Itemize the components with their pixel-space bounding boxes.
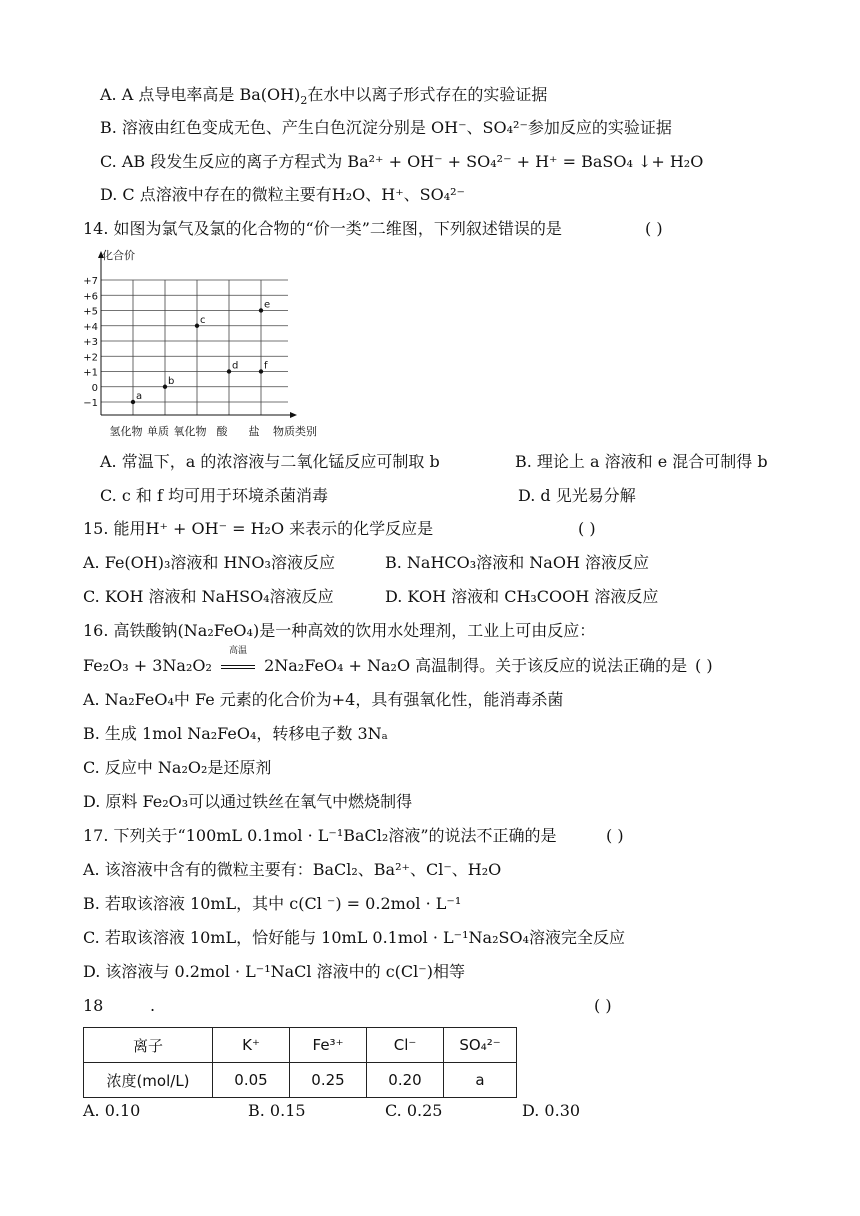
- ion-concentration-table: [83, 1027, 517, 1098]
- chart-y-ticks: [83, 276, 98, 409]
- q17-stem: 17. 下列关于“100mL 0.1mol · L⁻¹BaCl₂溶液”的说法不正确的是: [83, 826, 557, 845]
- chart-grid: [101, 280, 288, 415]
- y-tick-label: +5: [83, 306, 98, 318]
- q16-equation: [83, 646, 688, 677]
- table-cell: 0.20: [367, 1063, 444, 1098]
- chart-x-label: 物质类别: [273, 425, 317, 438]
- q14-paren: ( ): [645, 219, 663, 238]
- q18-dot: .: [150, 996, 156, 1015]
- y-tick-label: +2: [83, 352, 98, 364]
- table-cell: K⁺: [213, 1028, 290, 1063]
- table-cell: a: [444, 1063, 517, 1098]
- data-point: [227, 369, 231, 373]
- q16-equation-left: Fe₂O₃ + 3Na₂O₂: [83, 656, 212, 675]
- x-category-label: 单质: [147, 425, 169, 438]
- data-point-label: b: [168, 375, 175, 387]
- q18-option-b: B. 0.15: [248, 1101, 306, 1120]
- x-category-label: 氢化物: [109, 425, 143, 438]
- table-header-row: [84, 1028, 517, 1063]
- q17-option-c: C. 若取该溶液 10mL，恰好能与 10mL 0.1mol · L⁻¹Na₂SO₄溶液完全反应: [83, 928, 625, 947]
- data-point: [195, 324, 199, 328]
- q16-option-c: C. 反应中 Na₂O₂是还原剂: [83, 758, 272, 777]
- q14-option-c: C. c 和 f 均可用于环境杀菌消毒: [100, 486, 328, 505]
- data-point: [259, 308, 263, 312]
- q16-paren: ( ): [695, 656, 713, 675]
- q18-number: 18: [83, 996, 104, 1015]
- q17-option-a: A. 该溶液中含有的微粒主要有：BaCl₂、Ba²⁺、Cl⁻、H₂O: [83, 860, 502, 879]
- q13-option-a: [100, 84, 547, 106]
- data-point-label: e: [264, 299, 271, 311]
- q18-option-d: D. 0.30: [522, 1101, 581, 1120]
- x-axis-arrow-icon: [290, 412, 297, 418]
- table-cell: 浓度(mol/L): [84, 1063, 213, 1098]
- q13-option-b: B. 溶液由红色变成无色、产生白色沉淀分别是 OH⁻、SO₄²⁻参加反应的实验证据: [100, 118, 672, 137]
- y-tick-label: +3: [83, 337, 98, 348]
- table-row: [84, 1063, 517, 1098]
- data-point-label: d: [232, 360, 239, 372]
- y-tick-label: +7: [83, 276, 98, 287]
- data-point: [259, 369, 263, 373]
- data-point: [131, 400, 135, 404]
- q15-stem: 15. 能用H⁺ + OH⁻ = H₂O 来表示的化学反应是: [83, 519, 434, 538]
- x-category-label: 酸: [216, 425, 228, 438]
- y-tick-label: +4: [83, 321, 98, 333]
- table-cell: 离子: [84, 1028, 213, 1063]
- chart-points: [131, 300, 270, 405]
- chart-axes: [98, 251, 297, 418]
- table-cell: Cl⁻: [367, 1028, 444, 1063]
- q15-option-c: C. KOH 溶液和 NaHSO₄溶液反应: [83, 587, 334, 606]
- x-category-label: 氧化物: [173, 425, 207, 438]
- q15-option-a: A. Fe(OH)₃溶液和 HNO₃溶液反应: [83, 553, 335, 572]
- data-point-label: a: [136, 391, 143, 402]
- y-tick-label: −1: [83, 398, 98, 409]
- q16-equation-condition: 高温: [228, 646, 247, 656]
- q13-option-d: D. C 点溶液中存在的微粒主要有H₂O、H⁺、SO₄²⁻: [100, 185, 465, 204]
- q16-equation-arrow: [219, 646, 257, 677]
- q14-option-d: D. d 见光易分解: [518, 486, 636, 505]
- q16-option-b: B. 生成 1mol Na₂FeO₄，转移电子数 3Nₐ: [83, 724, 388, 743]
- data-point: [163, 385, 167, 389]
- q15-option-d: D. KOH 溶液和 CH₃COOH 溶液反应: [385, 587, 659, 606]
- table-cell: 0.25: [290, 1063, 367, 1098]
- q18-option-a: A. 0.10: [83, 1101, 141, 1120]
- q16-option-a: A. Na₂FeO₄中 Fe 元素的化合价为+4，具有强氧化性，能消毒杀菌: [83, 690, 564, 709]
- q17-option-b: B. 若取该溶液 10mL，其中 c(Cl ⁻) = 0.2mol · L⁻¹: [83, 894, 462, 913]
- y-tick-label: +6: [83, 291, 98, 303]
- q16-option-d: D. 原料 Fe₂O₃可以通过铁丝在氧气中燃烧制得: [83, 792, 413, 811]
- table-cell: SO₄²⁻: [444, 1028, 517, 1063]
- chart-y-label: 化合价: [102, 249, 135, 262]
- q13-option-a-sub: 2: [300, 94, 308, 108]
- y-tick-label: 0: [91, 382, 98, 394]
- q13-option-a-text: A. A 点导电率高是 Ba(OH): [100, 85, 301, 104]
- q17-paren: ( ): [606, 826, 624, 845]
- table-cell: 0.05: [213, 1063, 290, 1098]
- q18-paren: ( ): [594, 996, 612, 1015]
- data-point-label: c: [200, 314, 206, 326]
- x-category-label: 盐: [248, 425, 260, 438]
- q14-stem: 14. 如图为氯气及氯的化合物的“价一类”二维图，下列叙述错误的是: [83, 219, 562, 238]
- data-point-label: f: [264, 360, 268, 372]
- q14-option-b: B. 理论上 a 溶液和 e 混合可制得 b: [515, 452, 768, 471]
- q13-option-a-tail: 在水中以离子形式存在的实验证据: [307, 85, 548, 104]
- q16-equals-sign: [221, 665, 255, 669]
- q14-option-a: A. 常温下，a 的浓溶液与二氧化锰反应可制取 b: [100, 452, 440, 471]
- q15-option-b: B. NaHCO₃溶液和 NaOH 溶液反应: [385, 553, 649, 572]
- valence-class-chart: [80, 245, 320, 440]
- table-cell: Fe³⁺: [290, 1028, 367, 1063]
- q16-stem: 16. 高铁酸钠(Na₂FeO₄)是一种高效的饮用水处理剂，工业上可由反应：: [83, 621, 596, 640]
- q13-option-c: C. AB 段发生反应的离子方程式为 Ba²⁺ + OH⁻ + SO₄²⁻ + H⁺ = BaSO₄ ↓+ H₂O: [100, 152, 704, 171]
- q18-option-c: C. 0.25: [385, 1101, 443, 1120]
- y-tick-label: +1: [83, 367, 98, 379]
- q15-paren: ( ): [578, 519, 596, 538]
- chart-x-categories: [110, 424, 260, 438]
- q17-option-d: D. 该溶液与 0.2mol · L⁻¹NaCl 溶液中的 c(Cl⁻)相等: [83, 962, 465, 981]
- q16-equation-right: 2Na₂FeO₄ + Na₂O 高温制得。关于该反应的说法正确的是: [264, 656, 688, 675]
